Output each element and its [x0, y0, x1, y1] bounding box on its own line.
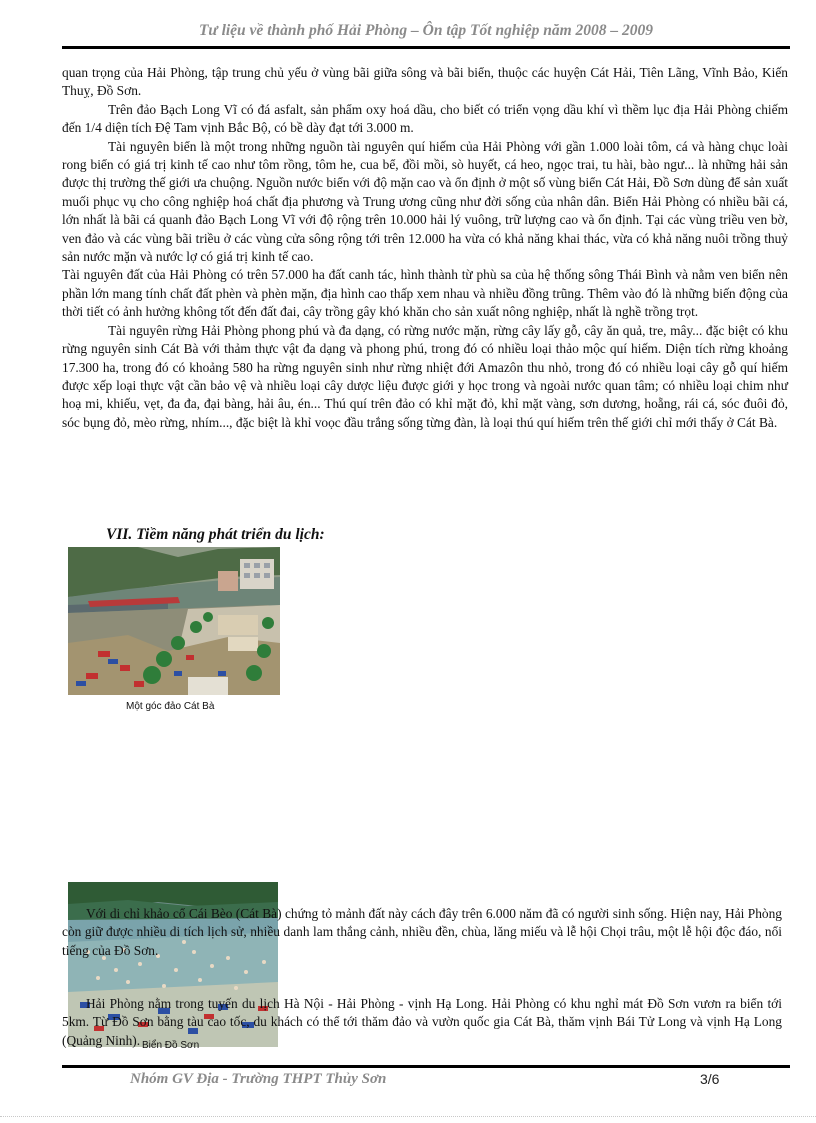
paragraph-cont: quan trọng của Hải Phòng, tập trung chủ yếu ở vùng bãi giữa sông và bãi biển, thuộc các huyện Cát Hải, Tiên Lãng, Vĩnh Bảo, Kiến Thuỵ, Đồ Sơn. — [62, 65, 788, 99]
footer-rule — [62, 1065, 790, 1068]
page-number: 3/6 — [700, 1071, 720, 1087]
section-title: VII. Tiềm năng phát triển du lịch: — [106, 526, 325, 543]
cat-ba-caption: Một góc đảo Cát Bà — [126, 701, 215, 712]
paragraph-forest-resources: Tài nguyên rừng Hải Phòng phong phú và đa dạng, có rừng nước mặn, rừng cây lấy gỗ, cây ăn quả, tre, mây... đặc biệt có khu rừng nguyên sinh Cát Bà với thảm thực vật đa dạng và phong phú, trong đó có nhiều loại thảo mộc quí hiếm. Diện tích rừng khoảng 17.300 ha, trong đó có khoảng 580 ha rừng nguyên sinh như rừng nhiệt đới Amazôn thu nhỏ, trong đó có nhiều loại cây gỗ quí hiếm được xếp loại thực vật cần bảo vệ và nhiều loại cây dược liệu được giới y học trong và ngoài nước quan tâm; có nhiều loại chim như hoạ mi, khiếu, vẹt, đa đa, đại bàng, hải âu, én... Thú quí trên đảo có khỉ mặt đỏ, khỉ mặt vàng, sơn dương, hoẵng, rái cá, sóc đuôi đỏ, sóc bụng đỏ, mèo rừng, nhím..., đặc biệt là khỉ voọc đầu trắng sống từng đàn, là loại thú quí hiếm trên thế giới chỉ mới thấy ở Cát Bà. — [62, 322, 788, 430]
page-boundary — [0, 1116, 816, 1117]
tourism-paragraph-route: Hải Phòng nằm trong tuyến du lịch Hà Nội - Hải Phòng - vịnh Hạ Long. Hải Phòng có khu nghỉ mát Đồ Sơn vươn ra biển tới 5km. Từ Đồ Sơn bằng tàu cao tốc, du khách có thể tới thăm đảo và vườn quốc gia Cát Bà, thăm vịnh Bái Tử Long và vịnh Hạ Long (Quảng Ninh). — [62, 996, 782, 1048]
footer-author: Nhóm GV Địa - Trường THPT Thủy Sơn — [130, 1071, 387, 1087]
paragraph-sea-resources: Tài nguyên biển là một trong những nguồn tài nguyên quí hiếm của Hải Phòng với gần 1.000 loài tôm, cá và hàng chục loài rong biển có giá trị kinh tế cao như tôm rồng, tôm he, cua bể, đồi mồi, sò huyết, cá heo, ngọc trai, tu hài, bào ngư... là những hải sản được thị trường thế giới ưa chuộng. Nguồn nước biển với độ mặn cao và ổn định ở một số vùng biển Cát Hải, Đồ Sơn dùng để sản xuất muối phục vụ cho công nghiệp hoá chất địa phương và Trung ương cũng như đời sống của nhân dân. Biển Hải Phòng có nhiều bãi cá, lớn nhất là bãi cá quanh đảo Bạch Long Vĩ với độ rộng trên 10.000 hải lý vuông, trữ lượng cao và ổn định. Tại các vùng triều ven bờ, ven đảo và các vùng bãi triều ở các vùng cửa sông rộng tới trên 12.000 ha vừa có khả năng khai thác, vừa có khả năng nuôi trồng thuỷ sản nước mặn và nước lợ có giá trị kinh tế cao. — [62, 138, 788, 265]
do-son-caption: Biển Đồ Sơn — [142, 1040, 200, 1051]
tourism-paragraph-history: Với di chỉ khảo cổ Cái Bèo (Cát Bà) chứng tỏ mảnh đất này cách đây trên 6.000 năm đã có người sinh sống. Hiện nay, Hải Phòng còn giữ được nhiều di tích lịch sử, nhiều danh lam thắng cảnh, nhiều đền, chùa, lăng miếu và lễ hội Chọi trâu, một lễ hội độc đáo, nổi tiếng của Đồ Sơn. — [62, 906, 782, 958]
paragraph-land-resources: Tài nguyên đất của Hải Phòng có trên 57.000 ha đất canh tác, hình thành từ phù sa của hệ thống sông Thái Bình và nằm ven biển nên phần lớn mang tính chất đất phèn và phèn mặn, địa hình cao thấp xem nhau và nhiều đồng trũng. Thêm vào đó là những biến động của thời tiết có ảnh hưởng không tốt đến đất đai, cây trồng gây khó khăn cho sản xuất nông nghiệp, nhất là nghề trồng trọt. — [62, 267, 788, 320]
body-text — [62, 64, 788, 432]
page-header: Tư liệu về thành phố Hải Phòng – Ôn tập Tốt nghiệp năm 2008 – 2009 — [198, 22, 654, 39]
cat-ba-photo — [68, 547, 280, 695]
paragraph-bach-long-vi: Trên đảo Bạch Long Vĩ có đá asfalt, sản phẩm oxy hoá dầu, cho biết có triển vọng dầu khí vì thềm lục địa Hải Phòng chiếm đến 1/4 diện tích Đệ Tam vịnh Bắc Bộ, có bề dày đạt tới 3.000 m. — [62, 101, 788, 136]
header-rule — [62, 46, 790, 49]
